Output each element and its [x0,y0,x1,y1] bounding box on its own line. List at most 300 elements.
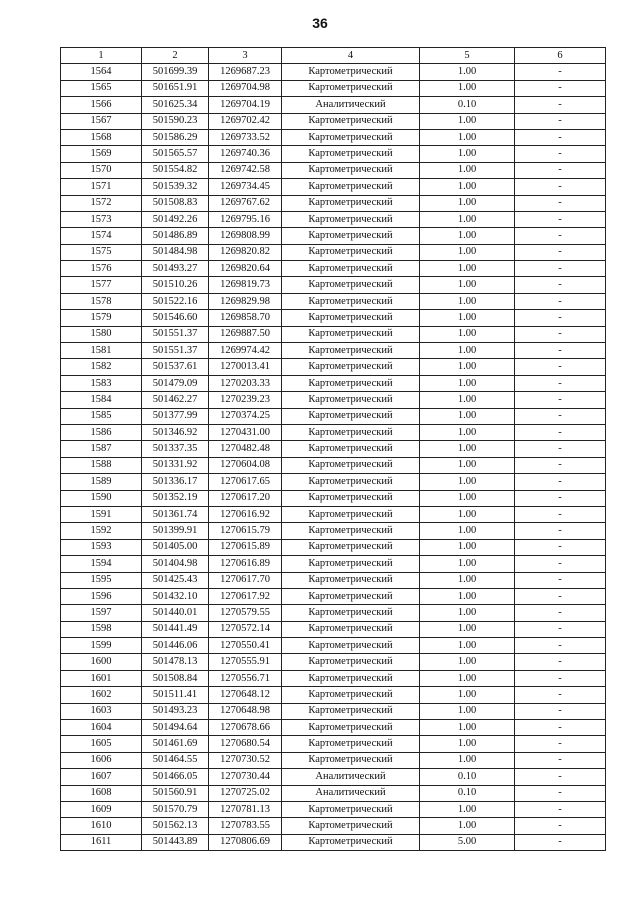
note-cell: - [515,654,606,670]
method-cell: Картометрический [282,244,420,260]
method-cell: Картометрический [282,687,420,703]
table-row [61,638,606,654]
accuracy-cell: 1.00 [420,474,515,490]
x-coordinate-cell: 501399.91 [142,523,209,539]
point-number-cell: 1576 [61,261,142,277]
table-row [61,605,606,621]
y-coordinate-cell: 1269704.19 [209,97,282,113]
y-coordinate-cell: 1270615.89 [209,539,282,555]
x-coordinate-cell: 501466.05 [142,769,209,785]
x-coordinate-cell: 501492.26 [142,211,209,227]
accuracy-cell: 1.00 [420,490,515,506]
note-cell: - [515,736,606,752]
point-number-cell: 1609 [61,801,142,817]
table-row [61,277,606,293]
note-cell: - [515,392,606,408]
method-cell: Картометрический [282,638,420,654]
table-row [61,588,606,604]
point-number-cell: 1585 [61,408,142,424]
point-number-cell: 1601 [61,670,142,686]
point-number-cell: 1590 [61,490,142,506]
accuracy-cell: 1.00 [420,638,515,654]
method-cell: Картометрический [282,654,420,670]
table-row [61,769,606,785]
x-coordinate-cell: 501508.83 [142,195,209,211]
y-coordinate-cell: 1269829.98 [209,293,282,309]
method-cell: Картометрический [282,146,420,162]
note-cell: - [515,195,606,211]
note-cell: - [515,490,606,506]
method-cell: Картометрический [282,129,420,145]
accuracy-cell: 1.00 [420,113,515,129]
method-cell: Картометрический [282,457,420,473]
accuracy-cell: 1.00 [420,64,515,80]
table-row [61,621,606,637]
point-number-cell: 1564 [61,64,142,80]
y-coordinate-cell: 1270617.20 [209,490,282,506]
table-row [61,392,606,408]
x-coordinate-cell: 501361.74 [142,506,209,522]
point-number-cell: 1589 [61,474,142,490]
point-number-cell: 1578 [61,293,142,309]
table-row [61,818,606,834]
method-cell: Картометрический [282,408,420,424]
table-row [61,97,606,113]
point-number-cell: 1595 [61,572,142,588]
column-header: 3 [209,48,282,64]
note-cell: - [515,785,606,801]
table-row [61,474,606,490]
method-cell: Аналитический [282,769,420,785]
method-cell: Картометрический [282,375,420,391]
y-coordinate-cell: 1270616.89 [209,556,282,572]
accuracy-cell: 1.00 [420,293,515,309]
x-coordinate-cell: 501443.89 [142,834,209,850]
x-coordinate-cell: 501546.60 [142,310,209,326]
table-row [61,441,606,457]
accuracy-cell: 1.00 [420,703,515,719]
note-cell: - [515,64,606,80]
note-cell: - [515,277,606,293]
table-row [61,179,606,195]
table-body [61,64,606,851]
column-header: 5 [420,48,515,64]
note-cell: - [515,310,606,326]
y-coordinate-cell: 1270556.71 [209,670,282,686]
y-coordinate-cell: 1270725.02 [209,785,282,801]
table-row [61,506,606,522]
x-coordinate-cell: 501462.27 [142,392,209,408]
method-cell: Картометрический [282,195,420,211]
method-cell: Картометрический [282,490,420,506]
note-cell: - [515,523,606,539]
note-cell: - [515,572,606,588]
y-coordinate-cell: 1270648.98 [209,703,282,719]
table-row [61,310,606,326]
table-row [61,359,606,375]
point-number-cell: 1587 [61,441,142,457]
accuracy-cell: 1.00 [420,343,515,359]
note-cell: - [515,818,606,834]
accuracy-cell: 1.00 [420,670,515,686]
note-cell: - [515,162,606,178]
note-cell: - [515,211,606,227]
method-cell: Картометрический [282,162,420,178]
accuracy-cell: 1.00 [420,818,515,834]
note-cell: - [515,588,606,604]
accuracy-cell: 1.00 [420,359,515,375]
table-row [61,572,606,588]
y-coordinate-cell: 1269974.42 [209,343,282,359]
method-cell: Картометрический [282,605,420,621]
method-cell: Картометрический [282,424,420,440]
table-row [61,195,606,211]
note-cell: - [515,375,606,391]
method-cell: Картометрический [282,474,420,490]
y-coordinate-cell: 1269734.45 [209,179,282,195]
table-row [61,539,606,555]
table-row [61,113,606,129]
table-row [61,261,606,277]
point-number-cell: 1580 [61,326,142,342]
coordinates-table [60,47,606,851]
accuracy-cell: 1.00 [420,506,515,522]
note-cell: - [515,146,606,162]
x-coordinate-cell: 501446.06 [142,638,209,654]
x-coordinate-cell: 501405.00 [142,539,209,555]
note-cell: - [515,97,606,113]
method-cell: Картометрический [282,752,420,768]
point-number-cell: 1594 [61,556,142,572]
x-coordinate-cell: 501346.92 [142,424,209,440]
note-cell: - [515,638,606,654]
table-row [61,343,606,359]
accuracy-cell: 1.00 [420,129,515,145]
table-row [61,64,606,80]
table-row [61,654,606,670]
note-cell: - [515,539,606,555]
method-cell: Картометрический [282,720,420,736]
point-number-cell: 1599 [61,638,142,654]
accuracy-cell: 1.00 [420,687,515,703]
method-cell: Картометрический [282,228,420,244]
x-coordinate-cell: 501441.49 [142,621,209,637]
method-cell: Аналитический [282,97,420,113]
accuracy-cell: 1.00 [420,80,515,96]
point-number-cell: 1602 [61,687,142,703]
table-row [61,670,606,686]
x-coordinate-cell: 501570.79 [142,801,209,817]
x-coordinate-cell: 501494.64 [142,720,209,736]
accuracy-cell: 1.00 [420,375,515,391]
note-cell: - [515,244,606,260]
y-coordinate-cell: 1269795.16 [209,211,282,227]
accuracy-cell: 1.00 [420,523,515,539]
accuracy-cell: 1.00 [420,572,515,588]
method-cell: Картометрический [282,179,420,195]
method-cell: Картометрический [282,703,420,719]
point-number-cell: 1606 [61,752,142,768]
x-coordinate-cell: 501331.92 [142,457,209,473]
y-coordinate-cell: 1270431.00 [209,424,282,440]
point-number-cell: 1600 [61,654,142,670]
point-number-cell: 1582 [61,359,142,375]
x-coordinate-cell: 501508.84 [142,670,209,686]
accuracy-cell: 1.00 [420,441,515,457]
x-coordinate-cell: 501551.37 [142,343,209,359]
y-coordinate-cell: 1270550.41 [209,638,282,654]
x-coordinate-cell: 501699.39 [142,64,209,80]
y-coordinate-cell: 1269767.62 [209,195,282,211]
accuracy-cell: 1.00 [420,621,515,637]
note-cell: - [515,801,606,817]
note-cell: - [515,228,606,244]
note-cell: - [515,506,606,522]
note-cell: - [515,424,606,440]
method-cell: Картометрический [282,326,420,342]
y-coordinate-cell: 1270579.55 [209,605,282,621]
column-header: 2 [142,48,209,64]
y-coordinate-cell: 1269740.36 [209,146,282,162]
accuracy-cell: 1.00 [420,146,515,162]
note-cell: - [515,605,606,621]
accuracy-cell: 1.00 [420,720,515,736]
point-number-cell: 1581 [61,343,142,359]
point-number-cell: 1605 [61,736,142,752]
x-coordinate-cell: 501425.43 [142,572,209,588]
accuracy-cell: 1.00 [420,228,515,244]
accuracy-cell: 1.00 [420,211,515,227]
y-coordinate-cell: 1269887.50 [209,326,282,342]
note-cell: - [515,769,606,785]
method-cell: Картометрический [282,64,420,80]
y-coordinate-cell: 1269687.23 [209,64,282,80]
table-row [61,211,606,227]
accuracy-cell: 1.00 [420,424,515,440]
y-coordinate-cell: 1270617.92 [209,588,282,604]
y-coordinate-cell: 1270617.70 [209,572,282,588]
note-cell: - [515,359,606,375]
x-coordinate-cell: 501404.98 [142,556,209,572]
x-coordinate-cell: 501562.13 [142,818,209,834]
x-coordinate-cell: 501440.01 [142,605,209,621]
method-cell: Картометрический [282,523,420,539]
x-coordinate-cell: 501511.41 [142,687,209,703]
method-cell: Картометрический [282,310,420,326]
x-coordinate-cell: 501336.17 [142,474,209,490]
note-cell: - [515,834,606,850]
y-coordinate-cell: 1270482.48 [209,441,282,457]
header-row [61,48,606,64]
table-row [61,293,606,309]
table-row [61,834,606,850]
accuracy-cell: 1.00 [420,588,515,604]
point-number-cell: 1603 [61,703,142,719]
x-coordinate-cell: 501560.91 [142,785,209,801]
method-cell: Картометрический [282,261,420,277]
method-cell: Картометрический [282,211,420,227]
method-cell: Картометрический [282,818,420,834]
note-cell: - [515,703,606,719]
y-coordinate-cell: 1270678.66 [209,720,282,736]
table-row [61,736,606,752]
table-row [61,556,606,572]
note-cell: - [515,326,606,342]
note-cell: - [515,261,606,277]
point-number-cell: 1571 [61,179,142,195]
method-cell: Картометрический [282,621,420,637]
table-row [61,408,606,424]
point-number-cell: 1577 [61,277,142,293]
y-coordinate-cell: 1270239.23 [209,392,282,408]
point-number-cell: 1570 [61,162,142,178]
x-coordinate-cell: 501554.82 [142,162,209,178]
point-number-cell: 1568 [61,129,142,145]
x-coordinate-cell: 501590.23 [142,113,209,129]
point-number-cell: 1574 [61,228,142,244]
y-coordinate-cell: 1270555.91 [209,654,282,670]
note-cell: - [515,670,606,686]
method-cell: Картометрический [282,736,420,752]
column-header: 6 [515,48,606,64]
accuracy-cell: 1.00 [420,277,515,293]
accuracy-cell: 1.00 [420,408,515,424]
y-coordinate-cell: 1270572.14 [209,621,282,637]
x-coordinate-cell: 501478.13 [142,654,209,670]
point-number-cell: 1604 [61,720,142,736]
y-coordinate-cell: 1270781.13 [209,801,282,817]
y-coordinate-cell: 1269742.58 [209,162,282,178]
accuracy-cell: 1.00 [420,752,515,768]
y-coordinate-cell: 1270604.08 [209,457,282,473]
accuracy-cell: 0.10 [420,97,515,113]
note-cell: - [515,720,606,736]
y-coordinate-cell: 1270616.92 [209,506,282,522]
accuracy-cell: 1.00 [420,556,515,572]
note-cell: - [515,621,606,637]
table-row [61,244,606,260]
y-coordinate-cell: 1270617.65 [209,474,282,490]
note-cell: - [515,179,606,195]
y-coordinate-cell: 1269733.52 [209,129,282,145]
accuracy-cell: 1.00 [420,310,515,326]
x-coordinate-cell: 501551.37 [142,326,209,342]
x-coordinate-cell: 501432.10 [142,588,209,604]
table-row [61,129,606,145]
x-coordinate-cell: 501522.16 [142,293,209,309]
note-cell: - [515,343,606,359]
x-coordinate-cell: 501479.09 [142,375,209,391]
table-row [61,785,606,801]
x-coordinate-cell: 501651.91 [142,80,209,96]
column-header: 1 [61,48,142,64]
x-coordinate-cell: 501539.32 [142,179,209,195]
point-number-cell: 1592 [61,523,142,539]
point-number-cell: 1597 [61,605,142,621]
note-cell: - [515,408,606,424]
point-number-cell: 1593 [61,539,142,555]
x-coordinate-cell: 501537.61 [142,359,209,375]
note-cell: - [515,752,606,768]
y-coordinate-cell: 1270203.33 [209,375,282,391]
note-cell: - [515,129,606,145]
method-cell: Картометрический [282,441,420,457]
method-cell: Картометрический [282,113,420,129]
note-cell: - [515,457,606,473]
table-row [61,490,606,506]
point-number-cell: 1573 [61,211,142,227]
point-number-cell: 1566 [61,97,142,113]
accuracy-cell: 1.00 [420,736,515,752]
y-coordinate-cell: 1269704.98 [209,80,282,96]
y-coordinate-cell: 1270783.55 [209,818,282,834]
x-coordinate-cell: 501461.69 [142,736,209,752]
accuracy-cell: 1.00 [420,261,515,277]
accuracy-cell: 0.10 [420,769,515,785]
note-cell: - [515,80,606,96]
accuracy-cell: 1.00 [420,195,515,211]
method-cell: Аналитический [282,785,420,801]
accuracy-cell: 1.00 [420,654,515,670]
y-coordinate-cell: 1270648.12 [209,687,282,703]
point-number-cell: 1583 [61,375,142,391]
method-cell: Картометрический [282,80,420,96]
accuracy-cell: 0.10 [420,785,515,801]
note-cell: - [515,556,606,572]
accuracy-cell: 1.00 [420,179,515,195]
table-row [61,752,606,768]
point-number-cell: 1565 [61,80,142,96]
point-number-cell: 1575 [61,244,142,260]
x-coordinate-cell: 501493.27 [142,261,209,277]
method-cell: Картометрический [282,670,420,686]
x-coordinate-cell: 501337.35 [142,441,209,457]
point-number-cell: 1584 [61,392,142,408]
y-coordinate-cell: 1270013.41 [209,359,282,375]
accuracy-cell: 1.00 [420,801,515,817]
table-row [61,424,606,440]
point-number-cell: 1579 [61,310,142,326]
point-number-cell: 1569 [61,146,142,162]
y-coordinate-cell: 1270374.25 [209,408,282,424]
point-number-cell: 1598 [61,621,142,637]
accuracy-cell: 1.00 [420,539,515,555]
method-cell: Картометрический [282,506,420,522]
table-row [61,457,606,473]
y-coordinate-cell: 1269820.82 [209,244,282,260]
x-coordinate-cell: 501486.89 [142,228,209,244]
note-cell: - [515,687,606,703]
table-row [61,687,606,703]
y-coordinate-cell: 1270615.79 [209,523,282,539]
method-cell: Картометрический [282,556,420,572]
accuracy-cell: 1.00 [420,244,515,260]
table-row [61,228,606,244]
method-cell: Картометрический [282,293,420,309]
y-coordinate-cell: 1270730.52 [209,752,282,768]
point-number-cell: 1591 [61,506,142,522]
table-row [61,375,606,391]
y-coordinate-cell: 1270680.54 [209,736,282,752]
method-cell: Картометрический [282,834,420,850]
point-number-cell: 1596 [61,588,142,604]
table-row [61,162,606,178]
x-coordinate-cell: 501377.99 [142,408,209,424]
x-coordinate-cell: 501484.98 [142,244,209,260]
note-cell: - [515,293,606,309]
y-coordinate-cell: 1269820.64 [209,261,282,277]
point-number-cell: 1572 [61,195,142,211]
